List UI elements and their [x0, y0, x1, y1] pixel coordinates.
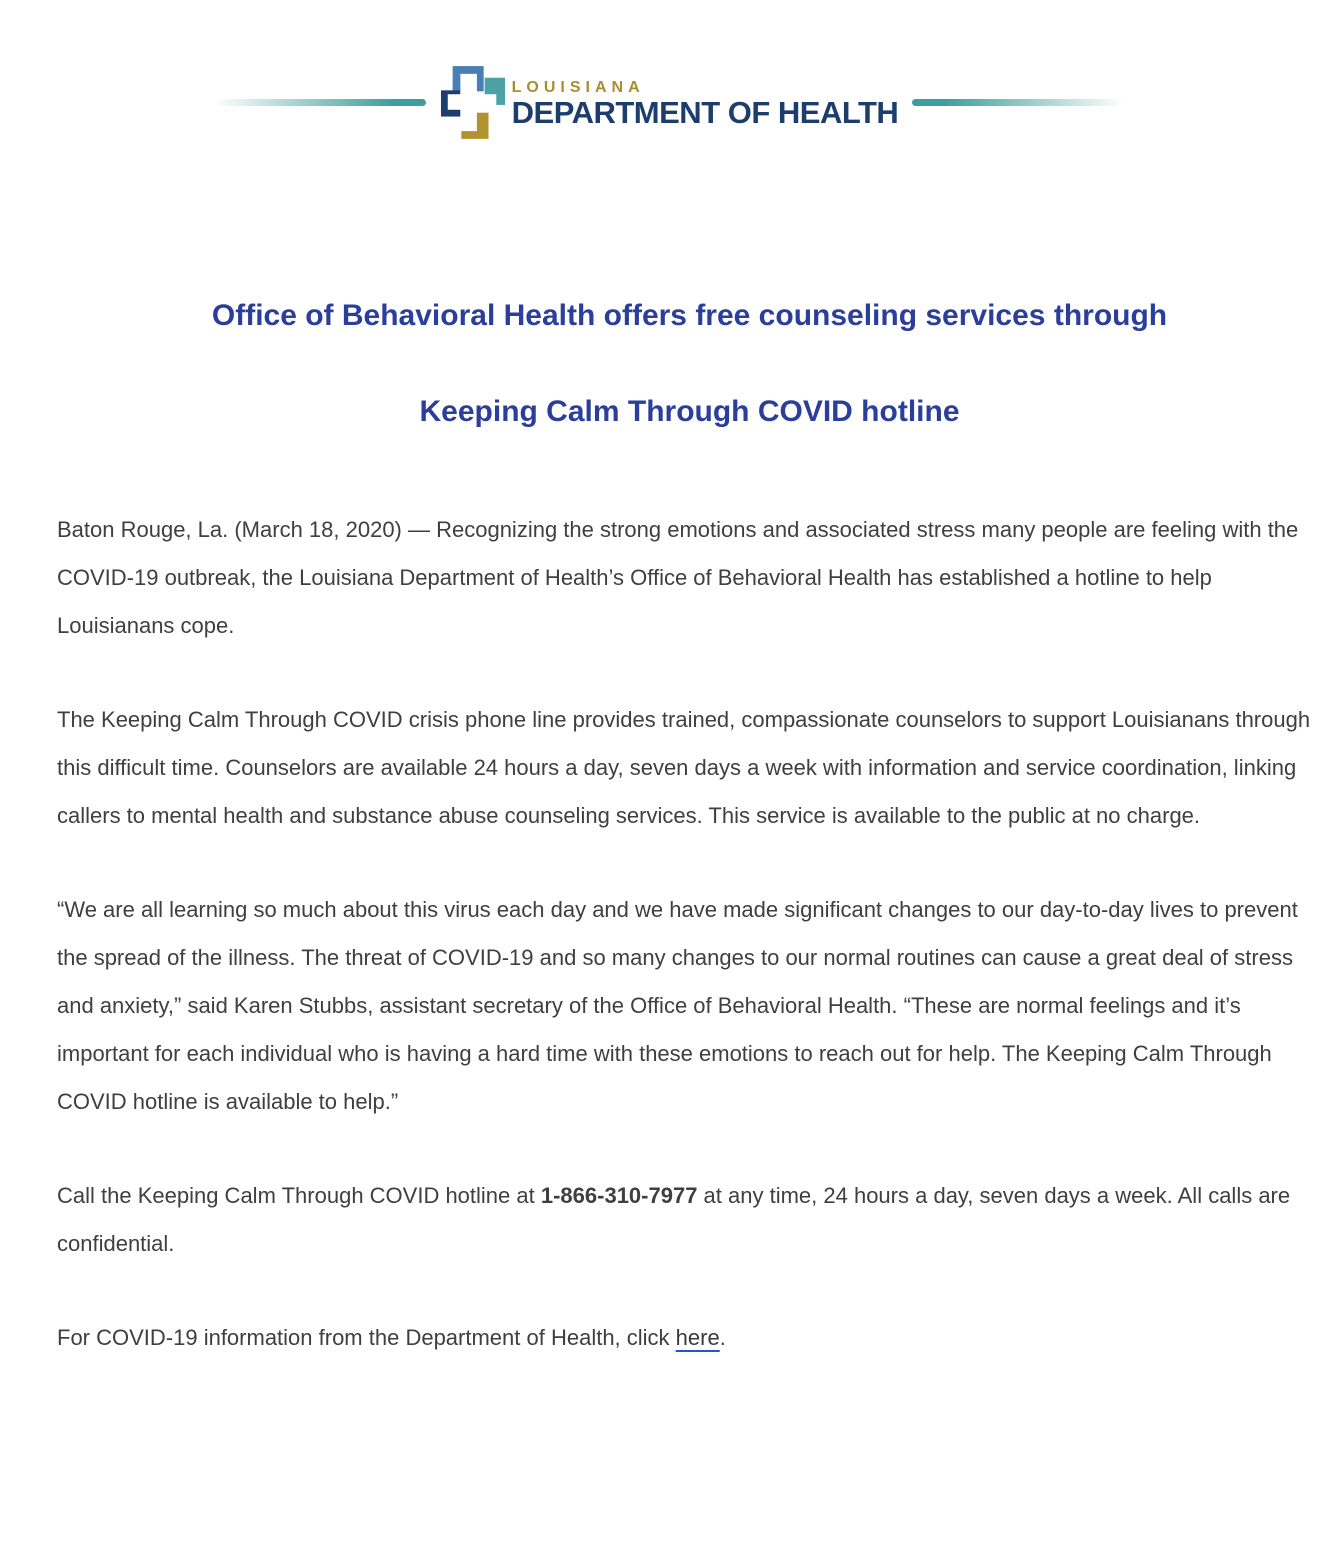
- paragraph-more-info: [57, 1314, 1322, 1362]
- press-release-page: [0, 58, 1338, 1420]
- call-info-text-before: Call the Keeping Calm Through COVID hotline at: [57, 1183, 541, 1208]
- ldh-masthead: [0, 58, 1338, 146]
- more-info-text: For COVID-19 information from the Department of Health, click: [57, 1325, 676, 1350]
- headline-line-1: Office of Behavioral Health offers free counseling services through: [211, 299, 1168, 332]
- paragraph-dateline: Baton Rouge, La. (March 18, 2020) — Recognizing the strong emotions and associated stress many people are feeling with the COVID-19 outbreak, the Louisiana Department of Health’s Office of Behavioral Health has established a hotline to help Louisianans cope.: [57, 517, 1299, 638]
- more-info-period: .: [719, 1325, 726, 1350]
- headline-line-2: Keeping Calm Through COVID hotline: [419, 395, 960, 428]
- paragraph-quote: “We are all learning so much about this virus each day and we have made significant changes to our day-to-day lives to prevent the spread of the illness. The threat of COVID-19 and so many changes to our normal routines can cause a great deal of stress and anxiety,” said Karen Stubbs, assistant secretary of the Office of Behavioral Health. “These are normal feelings and it’s important for each individual who is having a hard time with these emotions to reach out for help. The Keeping Calm Through COVID hotline is available to help.”: [57, 897, 1298, 1114]
- brand-louisiana: LOUISIANA: [511, 79, 645, 97]
- paragraph-hotline-description: The Keeping Calm Through COVID crisis phone line provides trained, compassionate counselors to support Louisianans through this difficult time. Counselors are available 24 hours a day, seven days a week with information and service coordination, linking callers to mental health and substance abuse counseling services. This service is available to the public at no charge.: [57, 707, 1311, 828]
- hotline-phone-number: 1-866-310-7977: [540, 1183, 698, 1208]
- header-rule-left: [214, 99, 426, 106]
- brand-department-of-health: DEPARTMENT OF HEALTH: [511, 95, 899, 131]
- ldh-cross-icon: [440, 63, 506, 141]
- article-body: [0, 506, 1338, 1420]
- header-rule-right: [912, 99, 1124, 106]
- call-info-text-after: at any time, 24 hours a day, seven days a week. All calls are confidential.: [57, 1183, 1291, 1256]
- covid-info-link[interactable]: here: [675, 1325, 720, 1350]
- paragraph-call-info: [57, 1172, 1322, 1268]
- ldh-wordmark: [512, 74, 899, 130]
- headline: [0, 298, 1338, 430]
- ldh-logo: [440, 63, 899, 141]
